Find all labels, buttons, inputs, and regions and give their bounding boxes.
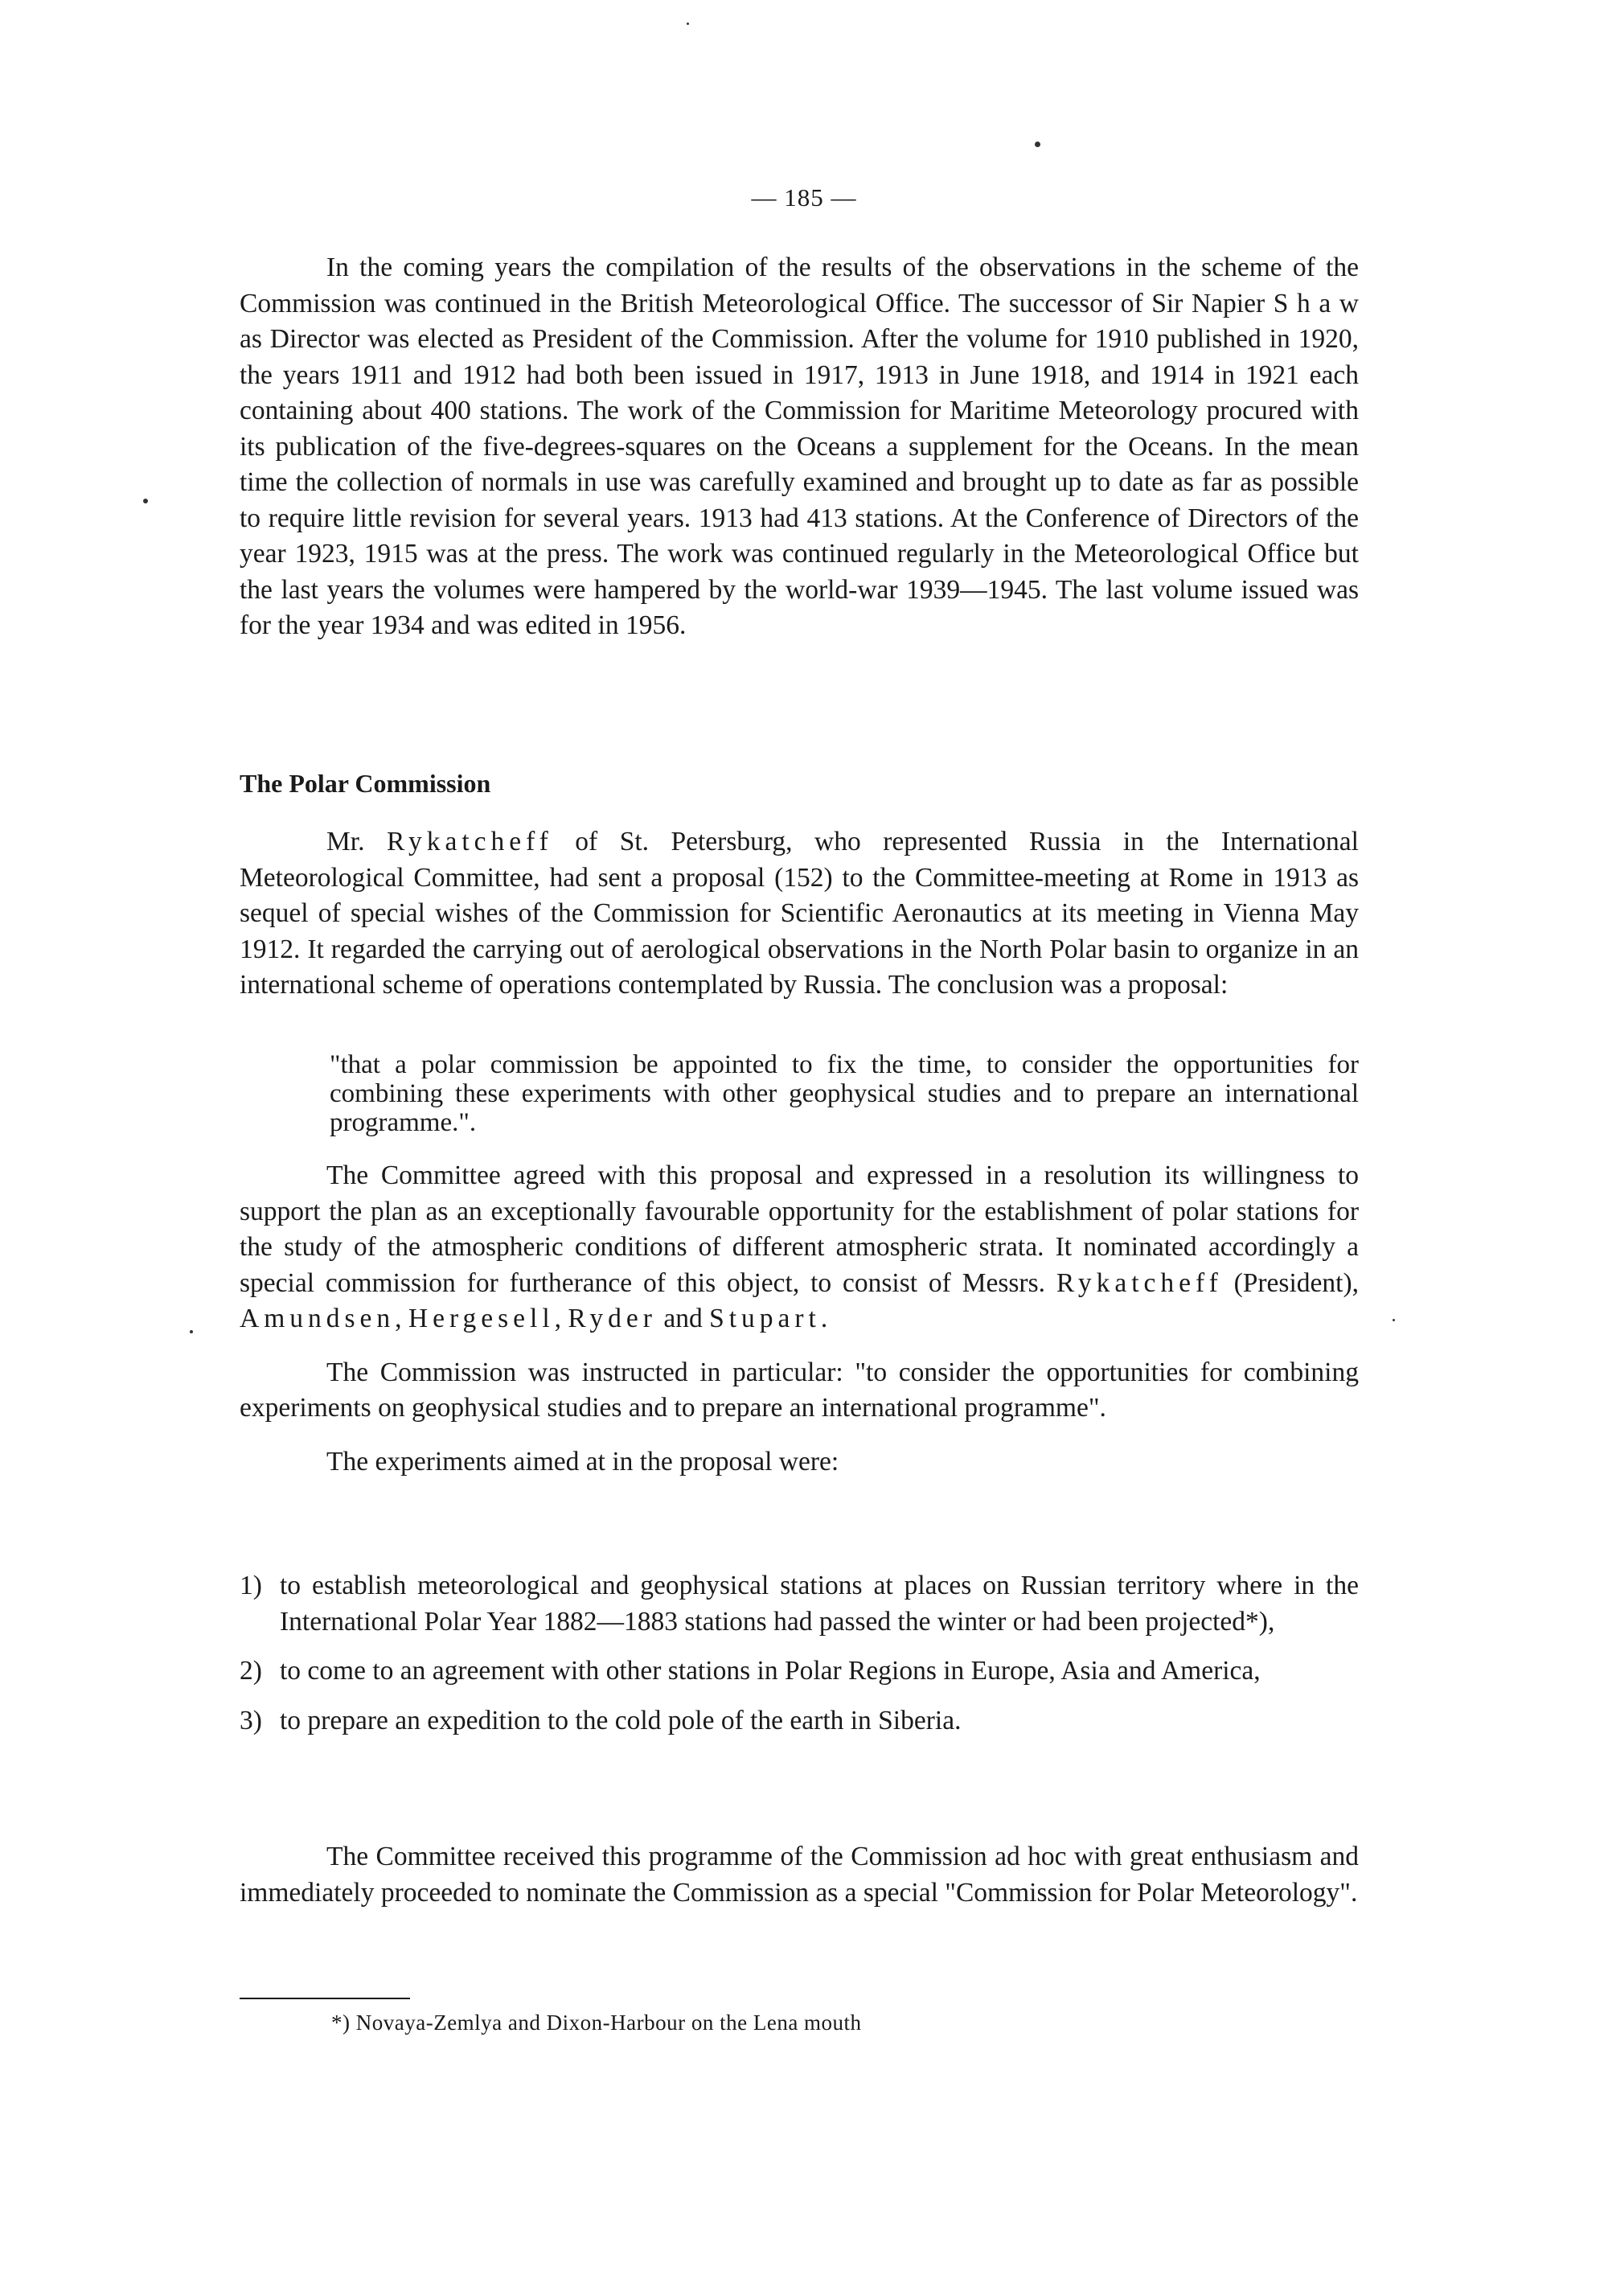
- list-text: to come to an agreement with other stations in Polar Regions in Europe, Asia and America,: [280, 1656, 1261, 1686]
- experiments-list: [240, 1568, 1359, 1752]
- person-name: Rykatcheff: [386, 827, 553, 856]
- person-name: Ryder: [568, 1304, 657, 1333]
- section-results-compilation: [240, 250, 1359, 644]
- scan-speck: [1393, 1319, 1395, 1321]
- list-number: 2): [240, 1656, 262, 1686]
- list-item: [240, 1568, 1359, 1640]
- person-name: Rykatcheff: [1056, 1267, 1223, 1298]
- list-item: [240, 1703, 1359, 1739]
- person-name: Stupart: [709, 1304, 821, 1333]
- block-quote: "that a polar commission be appointed to fix the time, to consider the opportunities for combining these experiments with other geophysical studies and to prepare an international programme.".: [330, 1050, 1359, 1137]
- list-text: to prepare an expedition to the cold pole of the earth in Siberia.: [280, 1705, 962, 1735]
- paragraph: The Committee agreed with this proposal and expressed in a resolution its willingness to support the plan as an exceptionally favourable opportunity for the establishment of polar stations for the study of the atmospheric conditions of different atmospheric strata. It nominated accordingly a special commission for furtherance of this object, to consist of Messrs. Rykatcheff (President), Amundsen, Hergesell, Ryder and Stupart.: [240, 1160, 1359, 1333]
- scan-speck: [1035, 142, 1040, 147]
- section-heading: The Polar Commission: [240, 769, 491, 798]
- paragraph: In the coming years the compilation of the results of the observations in the scheme of the Commission was continued in the British Meteorological Office. The successor of Sir Napier S h a w as Director was elected as President of the Commission. After the volume for 1910 published in 1920, the years 1911 and 1912 had both been issued in 1917, 1913 in June 1918, and 1914 in 1921 each containing about 400 stations. The work of the Commission for Maritime Meteorology procured with its publication of the five-degrees-squares on the Oceans a supplement for the Oceans. In the mean time the collection of normals in use was carefully examined and brought up to date as far as possible to require little revision for several years. 1913 had 413 stations. At the Conference of Directors of the year 1923, 1915 was at the press. The work was continued regularly in the Meteorological Office but the last years the volumes were hampered by the world-war 1939—1945. The last volume issued was for the year 1934 and was edited in 1956.: [240, 253, 1359, 640]
- paragraph: The experiments aimed at in the proposal were:: [326, 1446, 839, 1477]
- scan-speck: [143, 499, 148, 503]
- paragraph: The Committee received this programme of the Commission ad hoc with great enthusiasm and immediately proceeded to nominate the Commission as a special "Commission for Polar Meteorology".: [240, 1842, 1359, 1908]
- list-number: 3): [240, 1705, 262, 1735]
- footnote: *) Novaya-Zemlya and Dixon-Harbour on the Lena mouth: [331, 2011, 862, 2035]
- list-item: [240, 1653, 1359, 1690]
- list-text: to establish meteorological and geophysical stations at places on Russian territory where in the International Polar Year 1882—1883 stations had passed the winter or had been projected*),: [280, 1571, 1359, 1637]
- polar-commission-body: [240, 1158, 1359, 1480]
- scan-speck: [687, 23, 689, 25]
- person-name: Amundsen: [240, 1304, 396, 1333]
- paragraph: The Commission was instructed in particular: "to consider the opportunities for combining experiments on geophysical studies and to prepare an international programme".: [240, 1357, 1359, 1423]
- footnote-divider: [240, 1998, 410, 1999]
- list-number: 1): [240, 1571, 262, 1600]
- paragraph: Mr. Rykatcheff of St. Petersburg, who represented Russia in the International Meteorological Committee, had sent a proposal (152) to the Committee-meeting at Rome in 1913 as sequel of special wishes of the Commission for Scientific Aeronautics at its meeting in Vienna May 1912. It regarded the carrying out of aerological observations in the North Polar basin to organize in an international scheme of operations contemplated by Russia. The conclusion was a proposal:: [240, 827, 1359, 1000]
- page-number: — 185 —: [751, 183, 857, 212]
- polar-commission-conclusion: [240, 1839, 1359, 1911]
- polar-commission-intro: [240, 824, 1359, 1004]
- person-name: Hergesell: [408, 1304, 555, 1333]
- scan-speck: [190, 1330, 193, 1333]
